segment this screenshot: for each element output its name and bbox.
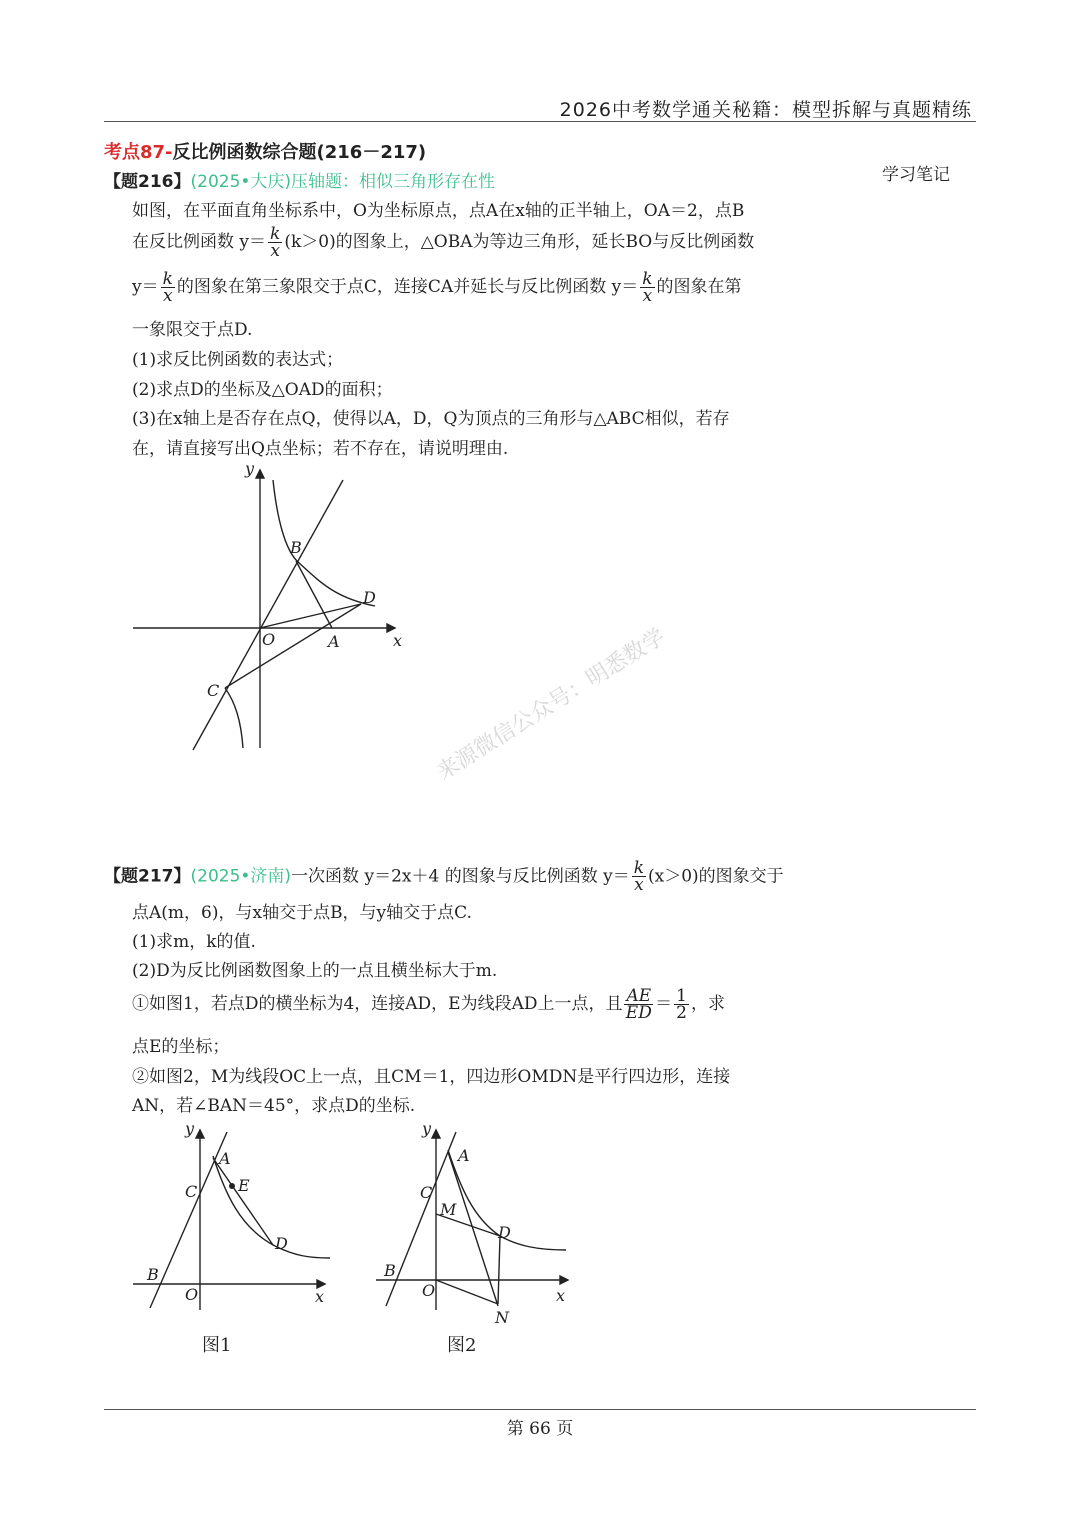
q217-part1: (1)求m，k的值.	[132, 932, 256, 952]
label-d: D	[275, 1234, 288, 1253]
q217-part4: 点E的坐标；	[132, 1037, 230, 1057]
q216-line3c: 的图象在第	[656, 277, 742, 297]
label-o: O	[185, 1285, 199, 1304]
label-a: A	[219, 1149, 231, 1168]
label-n: N	[495, 1308, 509, 1327]
segment-ad	[213, 1158, 273, 1245]
page-number: 第 66 页	[506, 1419, 574, 1439]
q216-part2: (2)求点D的坐标及△OAD的面积；	[132, 380, 393, 400]
figure-1-caption: 图1	[202, 1335, 232, 1356]
label-d: D	[363, 588, 376, 607]
label-c: C	[207, 681, 220, 700]
fraction-ae-ed: $\frac{AE}{ED}$	[625, 986, 652, 1023]
hyperbola-branch-1	[273, 480, 375, 606]
label-y: y	[245, 459, 255, 478]
section-title	[104, 138, 426, 164]
q216-line3b: 的图象在第三象限交于点C，连接CA并延长与反比例函数 y＝	[176, 277, 639, 297]
q216-part1: (1)求反比例函数的表达式；	[132, 350, 344, 370]
line-y-2x-4	[150, 1132, 227, 1308]
label-x: x	[393, 631, 403, 650]
figure-2-caption: 图2	[447, 1335, 477, 1356]
hyperbola-branch-2	[225, 688, 243, 748]
q217-part3a: ①如图1，若点D的横坐标为4，连接AD，E为线段AD上一点，且	[132, 994, 623, 1014]
q217-part3c: ，求	[691, 994, 725, 1014]
segment-od	[260, 604, 361, 628]
q216-source: (2025•大庆)压轴题：相似三角形存在性	[190, 172, 496, 192]
x-axis-arrow	[560, 1276, 568, 1284]
q217-figure-1	[125, 1118, 340, 1318]
line-bo-extended	[193, 480, 343, 750]
q217-heading	[104, 860, 784, 893]
q217-line1a: 一次函数 y＝2x＋4 的图象与反比例函数 y＝	[291, 866, 630, 887]
q217-part5: ②如图2，M为线段OC上一点，且CM＝1，四边形OMDN是平行四边形，连接	[132, 1067, 731, 1087]
q216-line4: 一象限交于点D.	[132, 320, 253, 340]
label-o: O	[262, 630, 276, 649]
section-prefix: 考点87-	[104, 142, 173, 163]
label-e: E	[238, 1176, 250, 1195]
q216-figure	[125, 458, 425, 758]
label-b: B	[384, 1261, 396, 1280]
q216-line1: 如图，在平面直角坐标系中，O为坐标原点，点A在x轴的正半轴上，OA＝2，点B	[132, 201, 745, 221]
label-c: C	[185, 1182, 198, 1201]
footer-rule	[104, 1409, 976, 1410]
q217-part6: AN，若∠BAN＝45°，求点D的坐标.	[132, 1096, 416, 1116]
section-name: 反比例函数综合题(216－217)	[172, 142, 427, 163]
label-x: x	[315, 1287, 325, 1306]
label-a: A	[458, 1146, 470, 1165]
fraction-k-x: $\frac{k}{x}$	[642, 269, 653, 306]
q217-part3	[132, 988, 725, 1021]
label-m: M	[440, 1200, 457, 1219]
q216-line2b: (k＞0)的图象上，△OBA为等边三角形，延长BO与反比例函数	[284, 232, 755, 252]
y-axis-arrow	[196, 1130, 204, 1138]
label-c: C	[420, 1183, 433, 1202]
label-b: B	[147, 1265, 159, 1284]
segment-dn	[498, 1236, 500, 1304]
fraction-k-x: $\frac{k}{x}$	[162, 269, 173, 306]
watermark: 来源微信公众号：明悉数学	[432, 624, 670, 786]
label-y: y	[422, 1119, 432, 1138]
q216-line3a: y＝	[132, 277, 159, 297]
segment-on	[436, 1280, 498, 1304]
header-title: 2026中考数学通关秘籍：模型拆解与真题精练	[559, 99, 972, 121]
q217-tag: 【题217】	[104, 866, 191, 887]
line-cd	[225, 604, 361, 688]
label-a: A	[328, 632, 340, 651]
q217-line1b: (x＞0)的图象交于	[648, 866, 784, 887]
q216-part3b: 在，请直接写出Q点坐标；若不存在，请说明理由.	[132, 439, 509, 459]
q217-figure-2	[368, 1118, 583, 1338]
q216-line3	[132, 271, 742, 304]
q216-heading	[104, 167, 495, 192]
q216-tag: 【题216】	[104, 172, 191, 192]
q217-source: (2025•济南)	[190, 866, 292, 887]
q216-line2a: 在反比例函数 y＝	[132, 232, 267, 252]
label-y: y	[185, 1119, 195, 1138]
fraction-k-x: $\frac{k}{x}$	[270, 224, 281, 261]
q216-part3a: (3)在x轴上是否存在点Q，使得以A，D，Q为顶点的三角形与△ABC相似，若存	[132, 409, 730, 429]
y-axis-arrow	[256, 470, 264, 478]
header-rule	[104, 121, 976, 122]
fraction-1-2: $\frac{1}{2}$	[676, 986, 687, 1023]
fraction-k-x: $\frac{k}{x}$	[633, 858, 645, 895]
label-o: O	[422, 1281, 436, 1300]
point-e	[229, 1183, 235, 1189]
study-notes-label: 学习笔记	[882, 165, 950, 185]
q217-part3b: ＝	[655, 994, 673, 1014]
y-axis-arrow	[432, 1130, 440, 1138]
q217-part2: (2)D为反比例函数图象上的一点且横坐标大于m.	[132, 961, 498, 981]
label-x: x	[556, 1286, 566, 1305]
q217-line2: 点A(m，6)，与x轴交于点B，与y轴交于点C.	[132, 903, 472, 923]
label-d: D	[498, 1223, 511, 1242]
q216-line2	[132, 226, 754, 259]
label-b: B	[290, 538, 302, 557]
